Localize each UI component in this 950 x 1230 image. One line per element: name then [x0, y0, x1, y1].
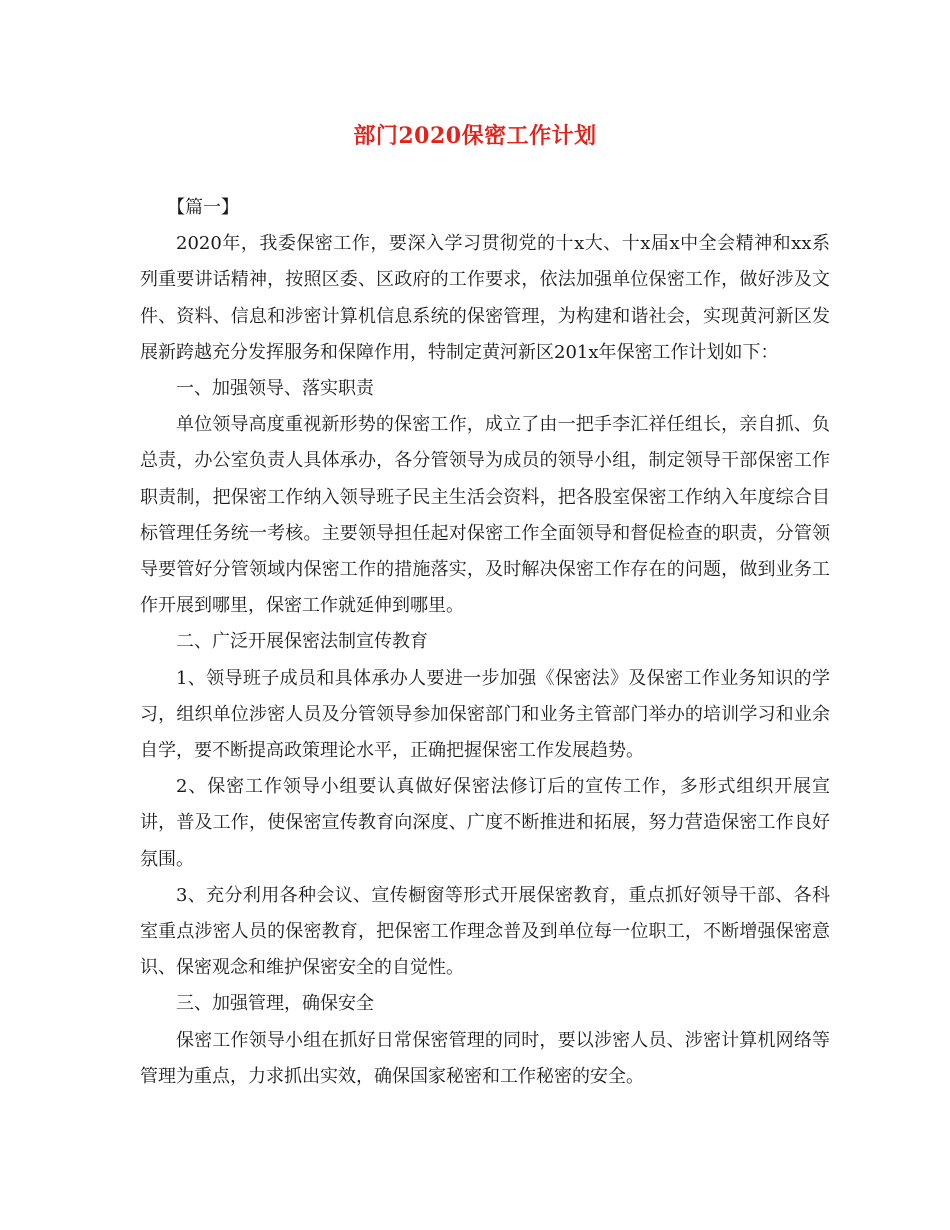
document-title: 部门2020保密工作计划: [353, 123, 597, 149]
section-3-paragraph: 保密工作领导小组在抓好日常保密管理的同时，要以涉密人员、涉密计算机网络等管理为重点，力求抓出实效，确保国家秘密和工作秘密的安全。: [140, 1029, 830, 1087]
section-2-item-2: 2、保密工作领导小组要认真做好保密法修订后的宣传工作，多形式组织开展宣讲，普及工作，使保密宣传教育向深度、广度不断推进和拓展，努力营造保密工作良好氛围。: [140, 776, 830, 870]
section-2-item-1: 1、领导班子成员和具体承办人要进一步加强《保密法》及保密工作业务知识的学习，组织单位涉密人员及分管领导参加保密部门和业务主管部门举办的培训学习和业余自学，要不断提高政策理论水平，正确把握保密工作发展趋势。: [140, 667, 830, 762]
section-2-item-3: 3、充分利用各种会议、宣传橱窗等形式开展保密教育，重点抓好领导干部、各科室重点涉密人员的保密教育，把保密工作理念普及到单位每一位职工，不断增强保密意识、保密观念和维护保密安全的自觉性。: [140, 884, 830, 979]
section-label: 【篇一】: [167, 197, 239, 218]
intro-paragraph: 2020年，我委保密工作，要深入学习贯彻党的十x大、十x届x中全会精神和xx系列重要讲话精神，按照区委、区政府的工作要求，依法加强单位保密工作，做好涉及文件、资料、信息和涉密计算机信息系统的保密管理，为构建和谐社会，实现黄河新区发展新跨越充分发挥服务和保障作用，特制定黄河新区201x年保密工作计划如下：: [140, 233, 830, 363]
section-heading-2: 二、广泛开展保密法制宣传教育: [176, 631, 428, 653]
document-body: [140, 190, 830, 1095]
section-1-paragraph: 单位领导高度重视新形势的保密工作，成立了由一把手李汇祥任组长，亲自抓、负总责，办公室负责人具体承办，各分管领导为成员的领导小组，制定领导干部保密工作职责制，把保密工作纳入领导班子民主生活会资料，把各股室保密工作纳入年度综合目标管理任务统一考核。主要领导担任起对保密工作全面领导和督促检查的职责，分管领导要管好分管领域内保密工作的措施落实，及时解决保密工作存在的问题，做到业务工作开展到哪里，保密工作就延伸到哪里。: [140, 414, 830, 617]
section-heading-3: 三、加强管理，确保安全: [176, 993, 374, 1015]
section-heading-1: 一、加强领导、落实职责: [176, 378, 374, 400]
